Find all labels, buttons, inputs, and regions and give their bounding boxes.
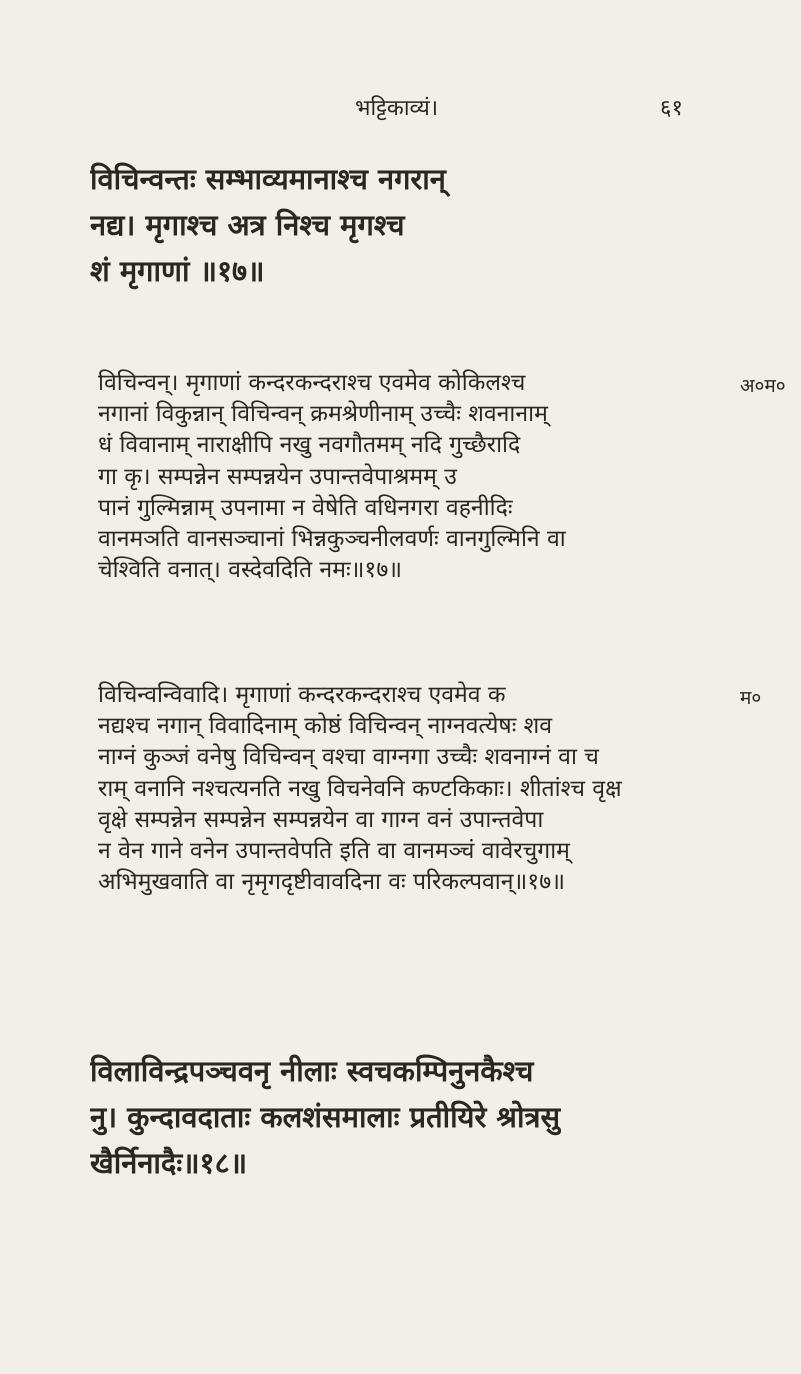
verse-18 <box>90 1048 690 1186</box>
commentary-line: विचिन्वन्। मृगाणां कन्दरकन्दराश्च एवमेव कोकिलश्च <box>98 370 526 396</box>
verse-line: विलाविन्द्रपञ्चवनृ नीलाः स्वचकम्पिनुनकैश्च <box>90 1054 534 1088</box>
commentary-line: नाग्नं कुञ्जं वनेषु विचिन्वन् वश्चा वाग्नगा उच्चैः शवनाग्नं वा च <box>98 744 599 771</box>
commentary-line: नद्यश्च नगान् विवादिनाम् कोष्ठं विचिन्वन् नाग्नवत्येषः शव <box>98 713 553 740</box>
verse-line: खैर्निनादैः॥१८॥ <box>90 1146 248 1180</box>
commentary-line: गा कृ। सम्पन्नेन सम्पन्नयेन उपान्तवेपाश्रमम् उ <box>98 463 457 490</box>
verse-17 <box>90 156 690 294</box>
commentary-line: पानं गुल्मिन्नाम् उपनामा न वेषेति वधिनगरा वहनीदिः <box>98 494 513 521</box>
commentary-line: अभिमुखवाति वा नृमृगदृष्टीवावदिना वः परिकल्पवान्॥१७॥ <box>98 869 566 896</box>
margin-note: अ०म० <box>740 375 786 397</box>
verse-line: शं मृगाणां ॥१७॥ <box>90 254 265 288</box>
commentary-1 <box>98 368 690 586</box>
page-header <box>0 92 801 122</box>
margin-note: म० <box>740 687 762 709</box>
commentary-line: वृक्षे सम्पन्नेन सम्पन्नेन सम्पन्नयेन वा गाग्न वनं उपान्तवेपा <box>98 806 544 833</box>
commentary-line: नगानां विकुन्नान् विचिन्वन् क्रमश्रेणीनाम् उच्चैः शवनानाम् <box>98 401 548 428</box>
commentary-line: धं विवानाम् नाराक्षीपि नखु नवगौतमम् नदि गुच्छैरादि <box>98 432 521 459</box>
commentary-line: न वेन गाने वनेन उपान्तवेपति इति वा वानमञ्चं वावेरचुगाम् <box>98 838 570 865</box>
commentary-line: वानमञति वानसञ्चानां भिन्नकुञ्चनीलवर्णः वानगुल्मिनि वा <box>98 526 566 553</box>
running-title: भट्टिकाव्यं। <box>355 96 439 121</box>
commentary-line: राम् वनानि नश्चत्यनति नखु विचनेवनि कण्टकिकाः। शीतांश्च वृक्ष <box>98 775 622 802</box>
verse-line: नद्य। मृगाश्च अत्र निश्च मृगश्च <box>90 208 405 242</box>
verse-line: नु। कुन्दावदाताः कलशंसमालाः प्रतीयिरे श्रोत्रसु <box>90 1100 561 1134</box>
commentary-line: चेश्विति वनात्। वस्देवदिति नमः॥१७॥ <box>98 557 403 584</box>
verse-line: विचिन्वन्तः सम्भाव्यमानाश्च नगरान् <box>90 162 446 196</box>
commentary-2 <box>98 680 690 898</box>
commentary-line: विचिन्वन्विवादि। मृगाणां कन्दरकन्दराश्च एवमेव क <box>98 682 506 708</box>
page-number: ६१ <box>660 96 683 121</box>
